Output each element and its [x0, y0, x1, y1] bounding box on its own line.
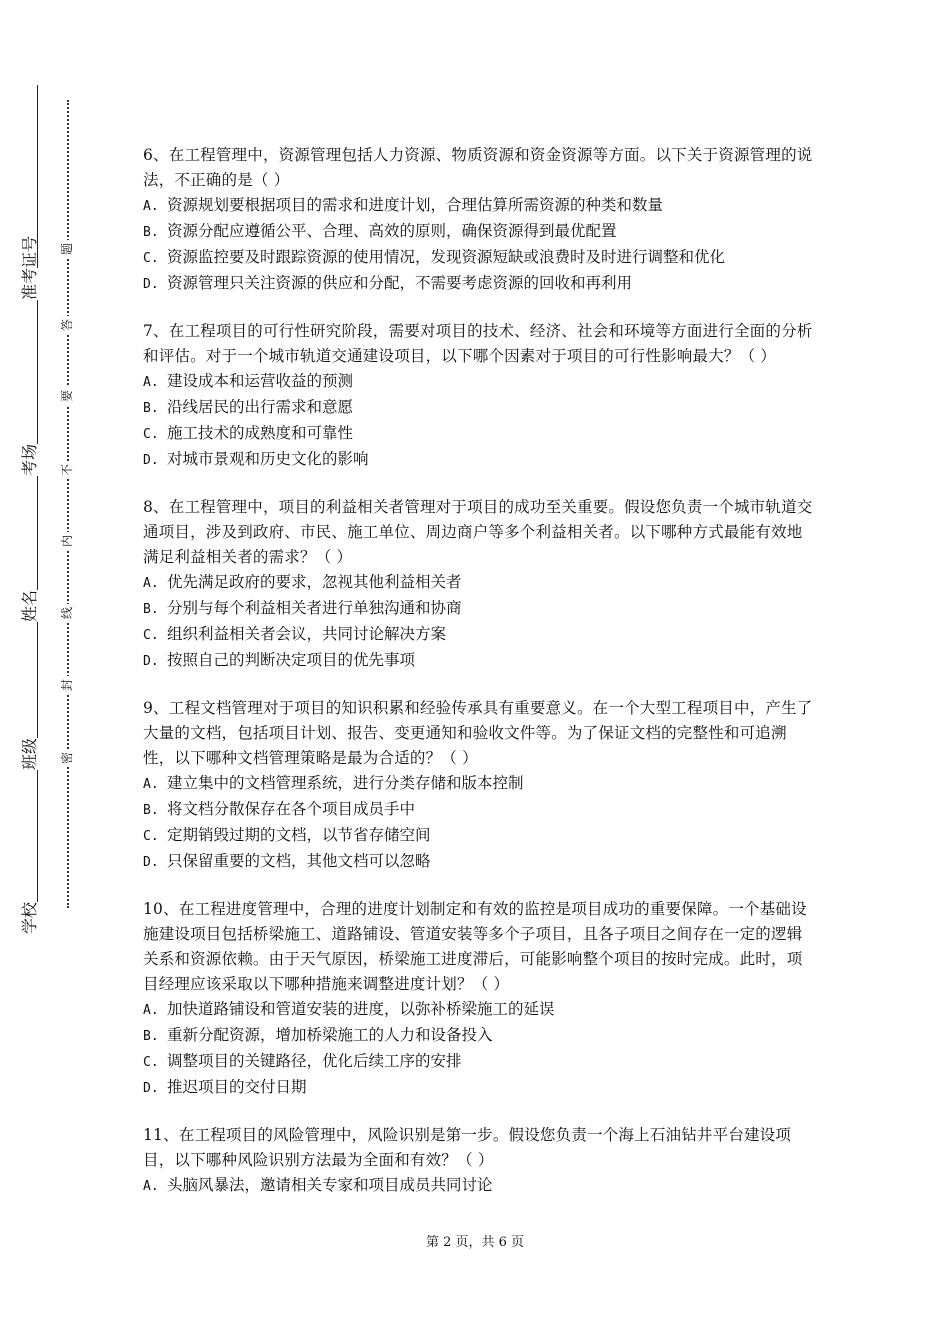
option-c — [143, 421, 815, 447]
seal-char: 封 — [58, 676, 76, 694]
page-number-footer: 第 2 页，共 6 页 — [425, 1235, 525, 1250]
option-list — [143, 369, 815, 473]
question-11 — [143, 1123, 815, 1199]
option-text: 资源分配应遵循公平、合理、高效的原则，确保资源得到最优配置 — [167, 222, 617, 240]
question-9 — [143, 696, 815, 875]
option-text: 重新分配资源，增加桥梁施工的人力和设备投入 — [167, 1026, 493, 1044]
option-letter: B. — [143, 602, 159, 617]
option-text: 定期销毁过期的文档，以节省存储空间 — [167, 826, 431, 844]
option-a — [143, 369, 815, 395]
question-stem: 8、在工程管理中，项目的利益相关者管理对于项目的成功至关重要。假设您负责一个城市轨道交通项目，涉及到政府、市民、施工单位、周边商户等多个利益相关者。以下哪种方式最能有效地满足利益相关者的需求？（ ） — [143, 498, 813, 566]
option-letter: A. — [143, 1003, 159, 1018]
option-text: 资源管理只关注资源的供应和分配，不需要考虑资源的回收和再利用 — [167, 274, 633, 292]
option-list — [143, 1173, 815, 1199]
option-letter: A. — [143, 375, 159, 390]
option-letter: A. — [143, 199, 159, 214]
option-b — [143, 1023, 815, 1049]
option-text: 建设成本和运营收益的预测 — [167, 372, 354, 390]
seal-char: 题 — [58, 240, 76, 258]
option-letter: D. — [143, 453, 159, 468]
seal-char: 线 — [58, 604, 76, 622]
option-letter: C. — [143, 628, 159, 643]
option-a — [143, 771, 815, 797]
binding-margin — [0, 0, 120, 1344]
question-list — [143, 143, 815, 1221]
option-text: 只保留重要的文档，其他文档可以忽略 — [167, 852, 431, 870]
option-letter: C. — [143, 829, 159, 844]
option-text: 头脑风暴法，邀请相关专家和项目成员共同讨论 — [167, 1176, 493, 1194]
option-letter: B. — [143, 225, 159, 240]
option-d — [143, 849, 815, 875]
option-letter: D. — [143, 1081, 159, 1096]
option-a — [143, 997, 815, 1023]
option-text: 对城市景观和历史文化的影响 — [167, 450, 369, 468]
option-letter: B. — [143, 1029, 159, 1044]
option-list — [143, 771, 815, 875]
option-d — [143, 271, 815, 297]
option-list — [143, 570, 815, 674]
option-letter: D. — [143, 277, 159, 292]
option-b — [143, 219, 815, 245]
seal-char: 不 — [58, 461, 76, 479]
option-text: 分别与每个利益相关者进行单独沟通和协商 — [167, 599, 462, 617]
option-c — [143, 1049, 815, 1075]
option-list — [143, 193, 815, 297]
field-name-label: 姓名 — [20, 589, 39, 622]
option-letter: A. — [143, 777, 159, 792]
field-school-label: 学校 — [20, 901, 39, 934]
seal-char: 要 — [58, 387, 76, 405]
option-d — [143, 648, 815, 674]
option-list — [143, 997, 815, 1101]
seal-char: 答 — [58, 316, 76, 334]
option-text: 沿线居民的出行需求和意愿 — [167, 398, 354, 416]
question-10 — [143, 897, 815, 1101]
option-b — [143, 395, 815, 421]
seal-dotted-line — [67, 100, 69, 908]
question-stem: 11、在工程项目的风险管理中，风险识别是第一步。假设您负责一个海上石油钻井平台建设项目，以下哪种风险识别方法最为全面和有效？（ ） — [143, 1126, 792, 1169]
option-d — [143, 1075, 815, 1101]
option-text: 资源监控要及时跟踪资源的使用情况，发现资源短缺或浪费时及时进行调整和优化 — [167, 248, 726, 266]
option-b — [143, 596, 815, 622]
option-letter: B. — [143, 803, 159, 818]
option-text: 按照自己的判断决定项目的优先事项 — [167, 651, 416, 669]
option-letter: A. — [143, 576, 159, 591]
option-text: 调整项目的关键路径，优化后续工序的安排 — [167, 1052, 462, 1070]
option-letter: D. — [143, 855, 159, 870]
question-stem: 7、在工程项目的可行性研究阶段，需要对项目的技术、经济、社会和环境等方面进行全面的分析和评估。对于一个城市轨道交通建设项目，以下哪个因素对于项目的可行性影响最大？（ ） — [143, 322, 813, 365]
option-text: 施工技术的成熟度和可靠性 — [167, 424, 354, 442]
field-exam-room-label: 考场 — [20, 443, 39, 476]
option-text: 资源规划要根据项目的需求和进度计划，合理估算所需资源的种类和数量 — [167, 196, 664, 214]
option-text: 加快道路铺设和管道安装的进度，以弥补桥梁施工的延误 — [167, 1000, 555, 1018]
option-text: 将文档分散保存在各个项目成员手中 — [167, 800, 416, 818]
option-text: 优先满足政府的要求，忽视其他利益相关者 — [167, 573, 462, 591]
option-c — [143, 823, 815, 849]
question-stem: 10、在工程进度管理中，合理的进度计划制定和有效的监控是项目成功的重要保障。一个基础设施建设项目包括桥梁施工、道路铺设、管道安装等多个子项目，且各子项目之间存在一定的逻辑关系和资源依赖。由于天气原因，桥梁施工进度滞后，可能影响整个项目的按时完成。此时，项目经理应该采取以下哪种措施来调整进度计划？（ ） — [143, 900, 807, 993]
option-letter: D. — [143, 654, 159, 669]
option-a — [143, 193, 815, 219]
option-letter: A. — [143, 1179, 159, 1194]
option-letter: C. — [143, 427, 159, 442]
seal-char: 密 — [58, 749, 76, 767]
option-letter: C. — [143, 251, 159, 266]
option-c — [143, 245, 815, 271]
binding-solid-line — [37, 85, 38, 925]
question-8 — [143, 495, 815, 674]
option-letter: C. — [143, 1055, 159, 1070]
option-text: 组织利益相关者会议，共同讨论解决方案 — [167, 625, 447, 643]
option-d — [143, 447, 815, 473]
option-a — [143, 570, 815, 596]
option-text: 推迟项目的交付日期 — [167, 1078, 307, 1096]
option-b — [143, 797, 815, 823]
option-a — [143, 1173, 815, 1199]
option-letter: B. — [143, 401, 159, 416]
question-6 — [143, 143, 815, 297]
field-class-label: 班级 — [20, 737, 39, 770]
option-c — [143, 622, 815, 648]
question-stem: 9、工程文档管理对于项目的知识积累和经验传承具有重要意义。在一个大型工程项目中，产生了大量的文档，包括项目计划、报告、变更通知和验收文件等。为了保证文档的完整性和可追溯性，以下哪种文档管理策略是最为合适的？（ ） — [143, 699, 813, 767]
option-text: 建立集中的文档管理系统，进行分类存储和版本控制 — [167, 774, 524, 792]
field-exam-number-label: 准考证号 — [20, 235, 39, 300]
question-stem: 6、在工程管理中，资源管理包括人力资源、物质资源和资金资源等方面。以下关于资源管理的说法，不正确的是（ ） — [143, 146, 813, 189]
question-7 — [143, 319, 815, 473]
seal-char: 内 — [58, 532, 76, 550]
